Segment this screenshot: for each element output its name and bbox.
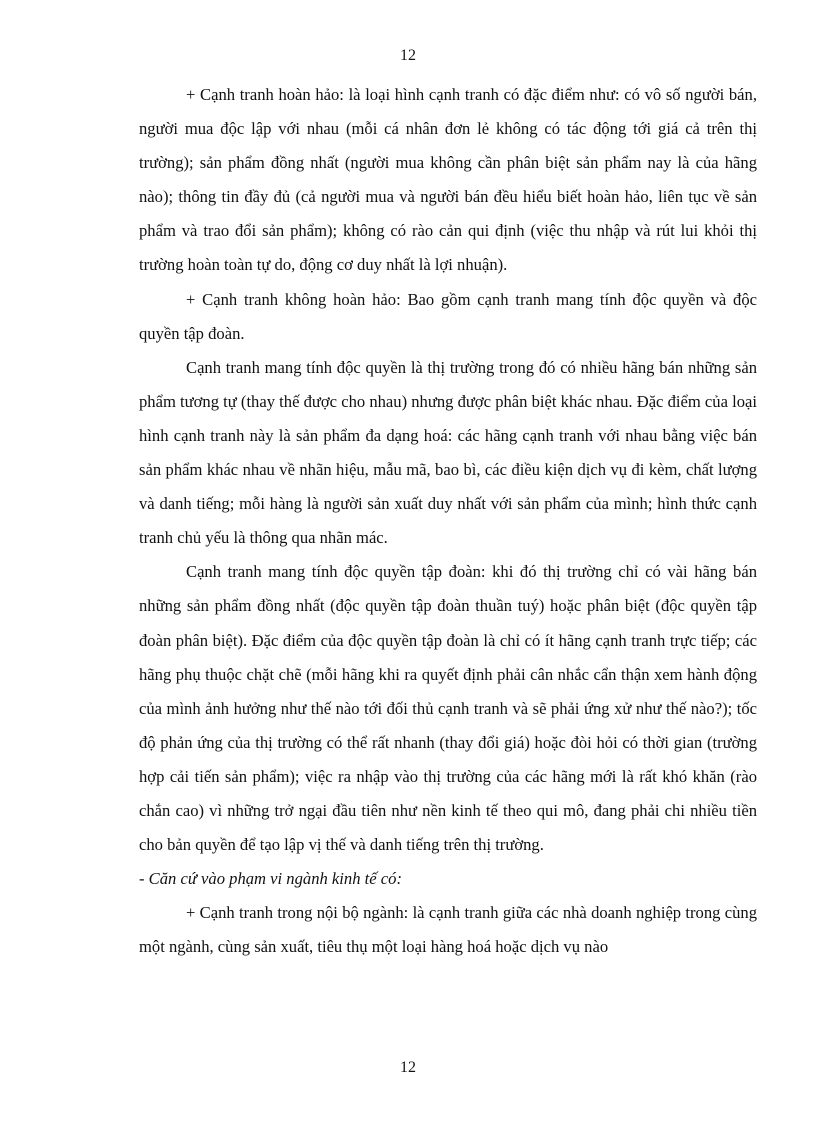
paragraph-monopolistic-competition: Cạnh tranh mang tính độc quyền là thị trường trong đó có nhiều hãng bán những sản phẩm tương tự (thay thế được cho nhau) nhưng được phân biệt khác nhau. Đặc điểm của loại hình cạnh tranh này là sản phẩm đa dạng hoá: các hãng cạnh tranh với nhau bằng việc bán sản phẩm khác nhau về nhãn hiệu, mẫu mã, bao bì, các điều kiện dịch vụ đi kèm, chất lượng và danh tiếng; mỗi hàng là người sản xuất duy nhất với sản phẩm của mình; hình thức cạnh tranh chủ yếu là thông qua nhãn mác. (139, 357, 757, 548)
paragraph-intra-industry-competition: + Cạnh tranh trong nội bộ ngành: là cạnh tranh giữa các nhà doanh nghiệp trong cùng một ngành, cùng sản xuất, tiêu thụ một loại hàng hoá hoặc dịch vụ nào (139, 903, 757, 957)
page-number-top: 12 (400, 47, 416, 64)
section-heading-economic-scope: - Căn cứ vào phạm vi ngành kinh tế có: (139, 869, 402, 889)
paragraph-imperfect-competition: + Cạnh tranh không hoàn hảo: Bao gồm cạnh tranh mang tính độc quyền và độc quyền tập đoàn. (139, 289, 757, 343)
paragraph-oligopoly: Cạnh tranh mang tính độc quyền tập đoàn: khi đó thị trường chỉ có vài hãng bán những sản phẩm đồng nhất (độc quyền tập đoàn thuần tuý) hoặc phân biệt (độc quyền tập đoàn phân biệt). Đặc điểm của độc quyền tập đoàn là chỉ có ít hãng cạnh tranh trực tiếp; các hãng phụ thuộc chặt chẽ (mỗi hãng khi ra quyết định phải cân nhắc cẩn thận xem hành động của mình ảnh hưởng như thế nào tới đối thủ cạnh tranh và sẽ phải ứng xử như thế nào?); tốc độ phản ứng của thị trường có thể rất nhanh (thay đổi giá) hoặc đòi hỏi có thời gian (trường hợp cải tiến sản phẩm); việc ra nhập vào thị trường của các hãng mới là rất khó khăn (rào chắn cao) vì những trở ngại đầu tiên như nền kinh tế theo qui mô, đang phải chi nhiều tiền cho bản quyền để tạo lập vị thế và danh tiếng trên thị trường. (139, 562, 757, 855)
paragraph-perfect-competition: + Cạnh tranh hoàn hảo: là loại hình cạnh tranh có đặc điểm như: có vô số người bán, người mua độc lập với nhau (mỗi cá nhân đơn lẻ không có tác động tới giá cả trên thị trường); sản phẩm đồng nhất (người mua không cần phân biệt sản phẩm nay là của hãng nào); thông tin đầy đủ (cả người mua và người bán đều hiểu biết hoàn hảo, liên tục về sản phẩm và trao đổi sản phẩm); không có rào cản qui định (việc thu nhập và rút lui khỏi thị trường hoàn toàn tự do, động cơ duy nhất là lợi nhuận). (139, 85, 757, 275)
document-body (139, 78, 757, 964)
page-number-bottom: 12 (400, 1059, 416, 1076)
